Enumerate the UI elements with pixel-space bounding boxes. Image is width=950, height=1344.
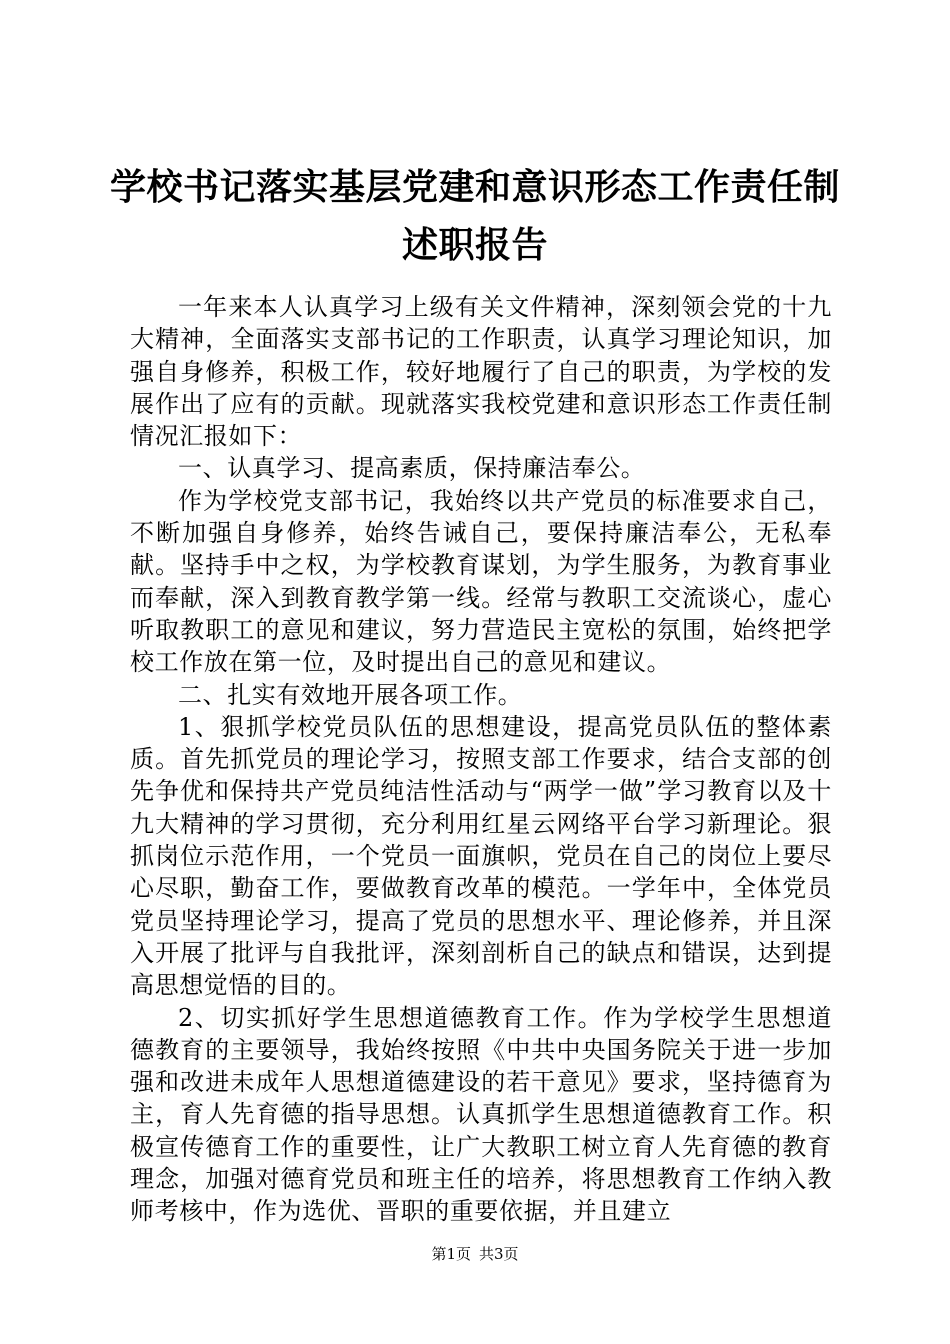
section-heading-2: 二、扎实有效地开展各项工作。: [178, 680, 523, 709]
paragraph-item-1: 1、狠抓学校党员队伍的思想建设，提高党员队伍的整体素质。首先抓党员的理论学习，按照支部工作要求，结合支部的创先争优和保持共产党员纯洁性活动与“两学一做”学习教育以及十九大精神的学习贯彻，充分利用红星云网络平台学习新理论。狠抓岗位示范作用，一个党员一面旗帜，党员在自己的岗位上要尽心尽职，勤奋工作，要做教育改革的模范。一学年中，全体党员党员坚持理论学习，提高了党员的思想水平、理论修养，并且深入开展了批评与自我批评，深刻剖析自己的缺点和错误，达到提高思想觉悟的目的。: [130, 712, 832, 1000]
page-footer: [0, 1244, 950, 1264]
title-line-2: 述职报告: [401, 224, 548, 266]
paragraph-item-2: 2、切实抓好学生思想道德教育工作。作为学校学生思想道德教育的主要领导，我始终按照《中共中央国务院关于进一步加强和改进未成年人思想道德建设的若干意见》要求，坚持德育为主，育人先育德的指导思想。认真抓学生思想道德教育工作。积极宣传德育工作的重要性，让广大教职工树立育人先育德的教育理念，加强对德育党员和班主任的培养，将思想教育工作纳入教师考核中，作为选优、晋职的重要依据，并且建立: [130, 1003, 832, 1226]
section-heading-1: 一、认真学习、提高素质，保持廉洁奉公。: [178, 454, 646, 483]
document-title: [100, 158, 850, 274]
page-total: 共3页: [479, 1245, 519, 1263]
page-number: 第1页: [431, 1245, 471, 1263]
paragraph-intro: 一年来本人认真学习上级有关文件精神，深刻领会党的十九大精神，全面落实支部书记的工作职责，认真学习理论知识，加强自身修养，积极工作，较好地履行了自己的职责，为学校的发展作出了应有的贡献。现就落实我校党建和意识形态工作责任制情况汇报如下：: [130, 293, 832, 451]
paragraph-section-1: 作为学校党支部书记，我始终以共产党员的标准要求自己，不断加强自身修养，始终告诫自己，要保持廉洁奉公，无私奉献。坚持手中之权，为学校教育谋划，为学生服务，为教育事业而奉献，深入到教育教学第一线。经常与教职工交流谈心，虚心听取教职工的意见和建议，努力营造民主宽松的氛围，始终把学校工作放在第一位，及时提出自己的意见和建议。: [130, 486, 832, 677]
title-line-1: 学校书记落实基层党建和意识形态工作责任制: [109, 166, 840, 208]
document-body: [130, 291, 832, 1228]
